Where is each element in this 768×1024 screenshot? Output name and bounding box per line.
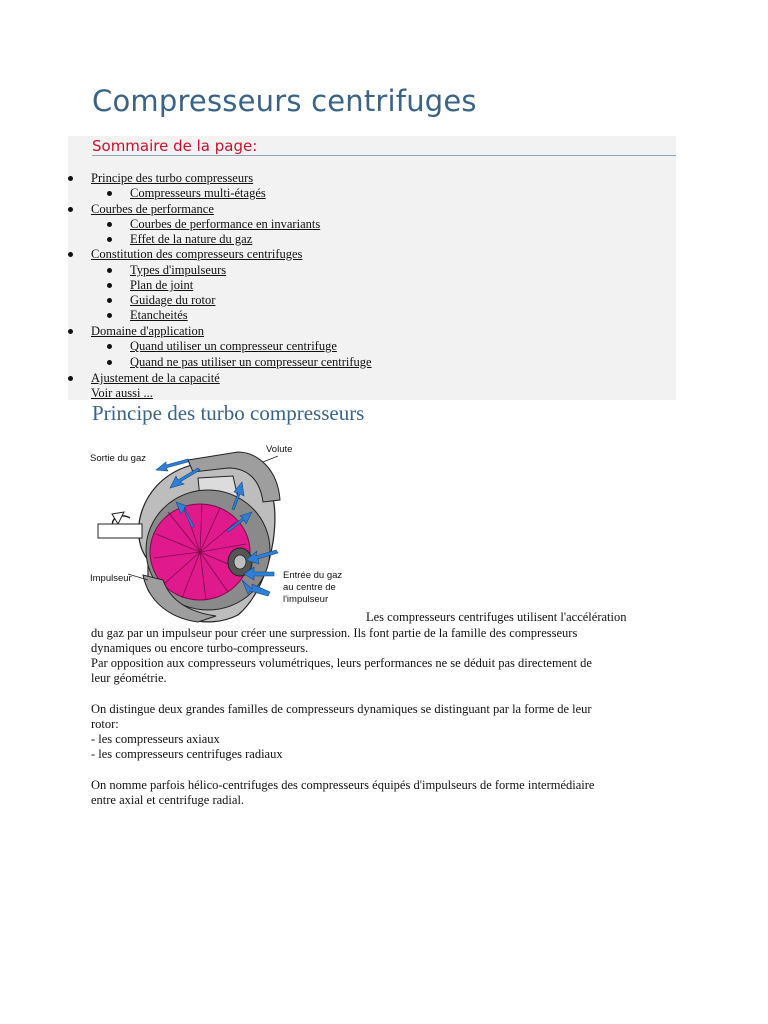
p1-line3: dynamiques ou encore turbo-compresseurs. bbox=[91, 641, 309, 655]
toc-link-quand-ne-pas[interactable]: Quand ne pas utiliser un compresseur centrifuge bbox=[130, 355, 372, 369]
toc-link-types-impulseurs[interactable]: Types d'impulseurs bbox=[130, 263, 227, 277]
label-inlet-2: au centre de bbox=[283, 582, 336, 593]
bullet-icon bbox=[107, 222, 112, 227]
bullet-icon bbox=[68, 329, 73, 334]
page-title: Compresseurs centrifuges bbox=[92, 84, 477, 118]
label-volute: Volute bbox=[266, 444, 293, 455]
bullet-icon bbox=[107, 268, 112, 273]
p3-line4: - les compresseurs centrifuges radiaux bbox=[91, 747, 283, 761]
p2-line1: Par opposition aux compresseurs volumétriques, leurs performances ne se déduit pas directement de bbox=[91, 656, 592, 670]
label-inlet-1: Entrée du gaz bbox=[283, 570, 343, 581]
bullet-icon bbox=[68, 252, 73, 257]
toc-link-invariants[interactable]: Courbes de performance en invariants bbox=[130, 217, 321, 231]
label-inlet-3: l'impulseur bbox=[283, 594, 329, 605]
toc-header bbox=[92, 136, 676, 156]
p2-line2: leur géométrie. bbox=[91, 671, 167, 685]
compressor-diagram bbox=[88, 440, 358, 626]
p3-line2: rotor: bbox=[91, 717, 119, 731]
toc-link-quand-utiliser[interactable]: Quand utiliser un compresseur centrifuge bbox=[130, 339, 337, 353]
toc-link-voir-aussi[interactable]: Voir aussi ... bbox=[91, 386, 153, 400]
bullet-icon bbox=[107, 283, 112, 288]
bullet-icon bbox=[107, 344, 112, 349]
p1-line2: du gaz par un impulseur pour créer une surpression. Ils font partie de la famille des compresseurs bbox=[91, 626, 578, 640]
p3-line3: - les compresseurs axiaux bbox=[91, 732, 220, 746]
toc-heading: Sommaire de la page: bbox=[92, 137, 258, 155]
p4-line2: entre axial et centrifuge radial. bbox=[91, 793, 245, 807]
toc-link-ajustement[interactable]: Ajustement de la capacité bbox=[91, 371, 220, 385]
p1-line1: Les compresseurs centrifuges utilisent l'accélération bbox=[366, 610, 627, 624]
toc-link-plan-joint[interactable]: Plan de joint bbox=[130, 278, 194, 292]
p4-line1: On nomme parfois hélico-centrifuges des compresseurs équipés d'impulseurs de forme intermédiaire bbox=[91, 778, 595, 792]
toc-link-principe[interactable]: Principe des turbo compresseurs bbox=[91, 171, 254, 185]
section-title: Principe des turbo compresseurs bbox=[92, 401, 365, 425]
label-impeller: Impulseur bbox=[90, 573, 132, 584]
bullet-icon bbox=[107, 313, 112, 318]
bullet-icon bbox=[68, 376, 73, 381]
toc-link-guidage-rotor[interactable]: Guidage du rotor bbox=[130, 293, 216, 307]
bullet-icon bbox=[68, 207, 73, 212]
toc-link-multi-etages[interactable]: Compresseurs multi-étagés bbox=[130, 186, 266, 200]
bullet-icon bbox=[107, 191, 112, 196]
bullet-icon bbox=[107, 360, 112, 365]
p3-line1: On distingue deux grandes familles de compresseurs dynamiques se distinguant par la forme de leur bbox=[91, 702, 592, 716]
toc-link-nature-gaz[interactable]: Effet de la nature du gaz bbox=[130, 232, 253, 246]
bullet-icon bbox=[68, 176, 73, 181]
bullet-icon bbox=[107, 298, 112, 303]
toc-link-courbes[interactable]: Courbes de performance bbox=[91, 202, 214, 216]
toc-link-etancheites[interactable]: Etancheités bbox=[130, 308, 188, 322]
toc-link-constitution[interactable]: Constitution des compresseurs centrifuges bbox=[91, 247, 303, 261]
bullet-icon bbox=[107, 237, 112, 242]
toc-link-domaine[interactable]: Domaine d'application bbox=[91, 324, 204, 338]
label-outlet: Sortie du gaz bbox=[90, 453, 146, 464]
